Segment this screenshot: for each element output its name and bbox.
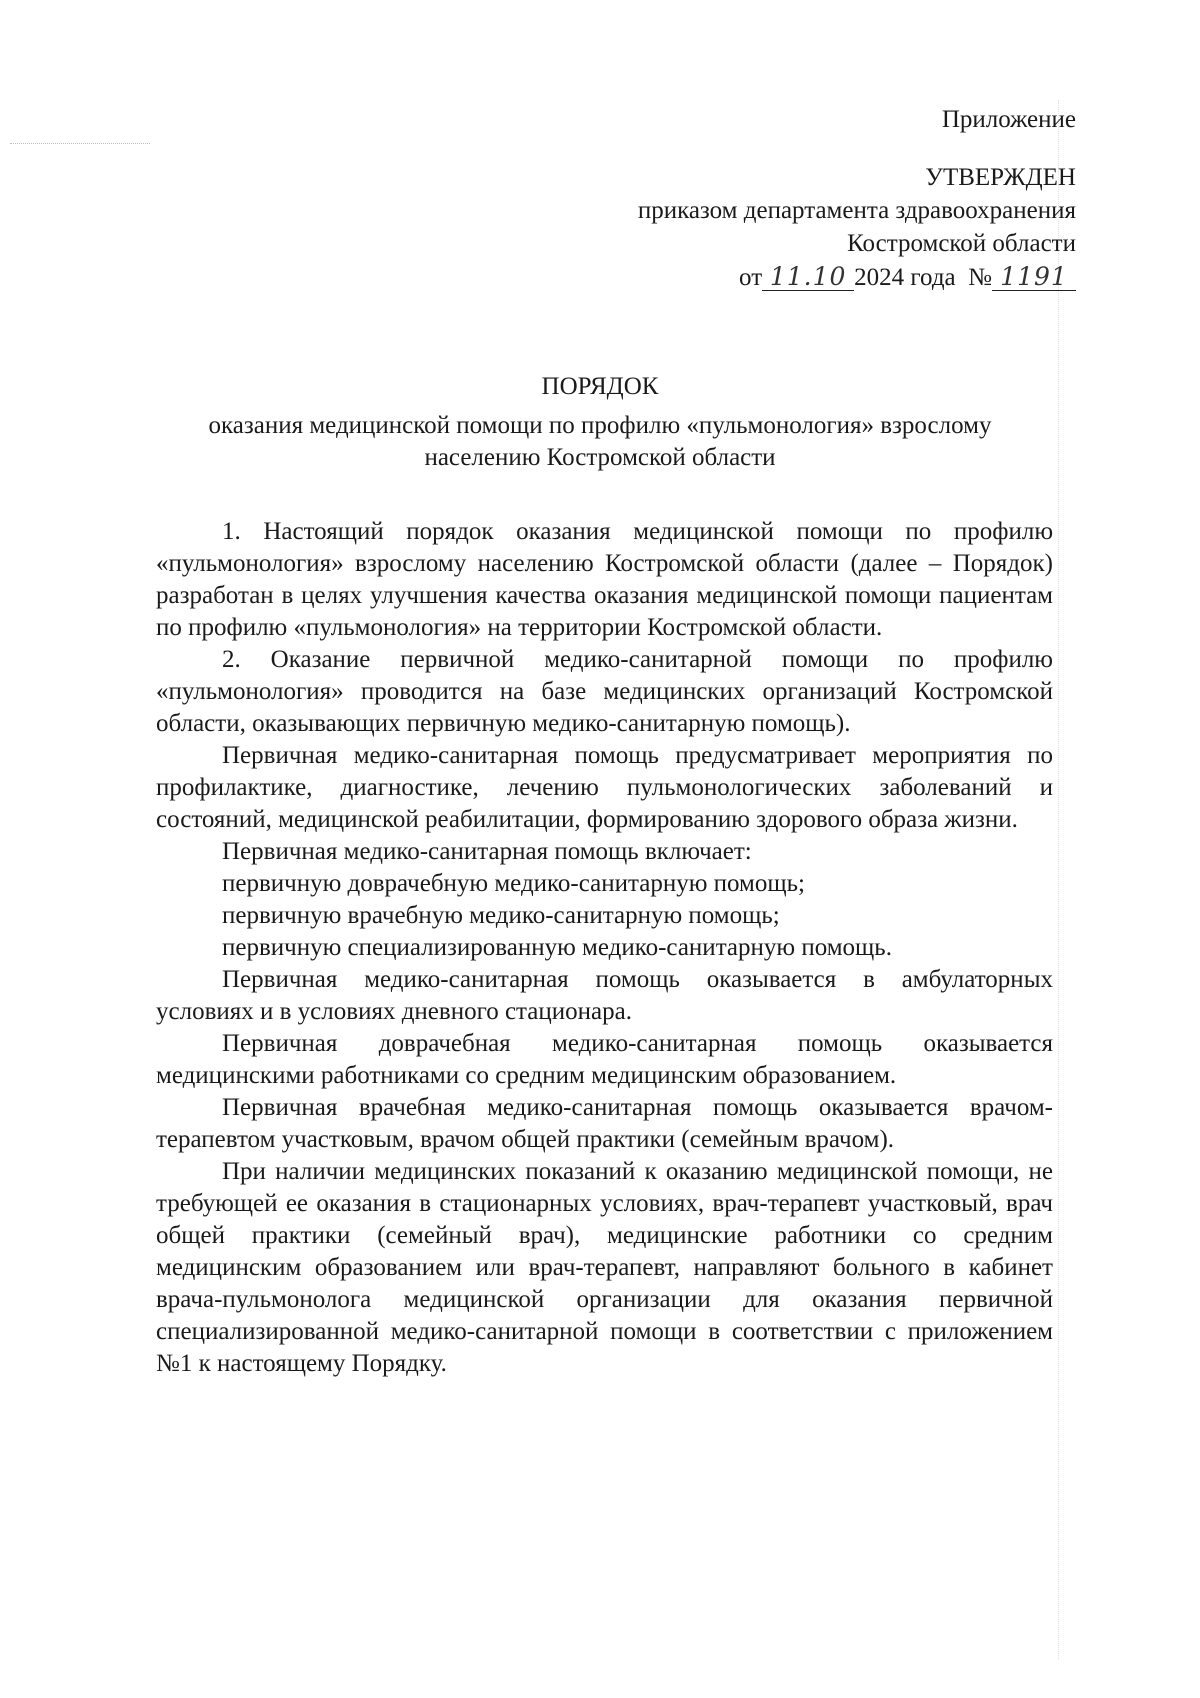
order-date-line	[356, 262, 1076, 294]
paragraph-1: 1. Настоящий порядок оказания медицинской помощи по профилю «пульмонология» взрослому населению Костромской области (далее – Порядок) разработан в целях улучшения качества оказания медицинской помощи пациентам по профилю «пульмонология» на территории Костромской области.	[156, 518, 1053, 641]
appendix-label: Приложение	[941, 106, 1076, 133]
handwritten-number: 1191	[992, 264, 1076, 291]
order-line-2: Костромской области	[847, 230, 1076, 257]
number-sign: №	[968, 264, 992, 291]
list-item-3: первичную специализированную медико-санитарную помощь.	[222, 934, 892, 961]
year-text: 2024 года	[854, 264, 956, 291]
paragraph-3: Первичная медико-санитарная помощь предусматривает мероприятия по профилактике, диагностике, лечению пульмонологических заболеваний и состояний, медицинской реабилитации, формированию здорового образа жизни.	[156, 742, 1053, 833]
paragraph-6: Первичная доврачебная медико-санитарная помощь оказывается медицинскими работниками со средним медицинским образованием.	[156, 1030, 1053, 1089]
list-item-1: первичную доврачебную медико-санитарную помощь;	[222, 870, 805, 897]
handwritten-date: 11.10	[762, 264, 854, 291]
document-subtitle-line-2: населению Костромской области	[424, 444, 776, 471]
document-subtitle-line-1: оказания медицинской помощи по профилю «пульмонология» взрослому	[208, 412, 992, 439]
paragraph-4: Первичная медико-санитарная помощь включает:	[222, 838, 752, 865]
order-line-1: приказом департамента здравоохранения	[637, 197, 1076, 224]
approved-label: УТВЕРЖДЕН	[925, 164, 1076, 191]
paragraph-5: Первичная медико-санитарная помощь оказывается в амбулаторных условиях и в условиях дневного стационара.	[156, 966, 1053, 1025]
date-prefix: от	[739, 264, 763, 291]
paragraph-8: При наличии медицинских показаний к оказанию медицинской помощи, не требующей ее оказания в стационарных условиях, врач-терапевт участковый, врач общей практики (семейный врач), медицинские работники со средним медицинским образованием или врач-терапевт, направляют больного в кабинет врача-пульмонолога медицинской организации для оказания первичной специализированной медико-санитарной помощи в соответствии с приложением №1 к настоящему Порядку.	[156, 1158, 1053, 1377]
document-body	[156, 516, 1053, 1380]
scan-edge-artifact	[1058, 100, 1060, 1660]
document-heading: ПОРЯДОК	[541, 373, 659, 400]
scan-artifact	[10, 143, 150, 146]
list-item-2: первичную врачебную медико-санитарную помощь;	[222, 902, 780, 929]
paragraph-2: 2. Оказание первичной медико-санитарной помощи по профилю «пульмонология» проводится на базе медицинских организаций Костромской области, оказывающих первичную медико-санитарную помощь).	[156, 646, 1053, 737]
paragraph-7: Первичная врачебная медико-санитарная помощь оказывается врачом-терапевтом участковым, врачом общей практики (семейным врачом).	[156, 1094, 1053, 1153]
